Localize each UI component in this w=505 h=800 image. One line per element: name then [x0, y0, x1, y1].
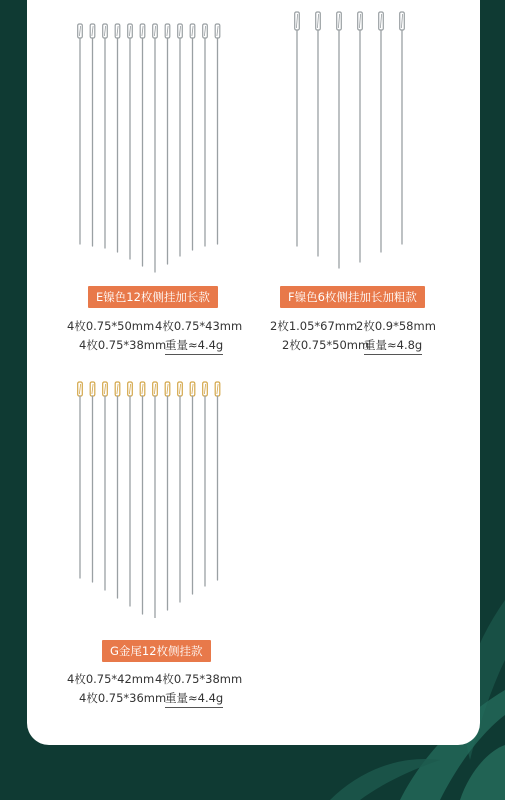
- needle-icon: [203, 24, 208, 246]
- needle-icon: [140, 24, 145, 266]
- needle-set-f-image: [287, 8, 417, 273]
- product-f-spec-1: 2枚1.05*67mm: [270, 319, 358, 333]
- needle-icon: [153, 382, 158, 618]
- needle-icon: [178, 24, 183, 256]
- needle-icon: [78, 24, 83, 244]
- needle-icon: [78, 382, 83, 578]
- product-g-spec-2: 4枚0.75*38mm: [155, 672, 243, 686]
- needle-icon: [103, 24, 108, 248]
- needle-icon: [153, 24, 158, 272]
- needle-icon: [190, 24, 195, 250]
- needle-icon: [128, 24, 133, 259]
- needle-icon: [178, 382, 183, 602]
- product-g-spec-1: 4枚0.75*42mm: [67, 672, 155, 686]
- needle-icon: [295, 12, 300, 246]
- needle-icon: [316, 12, 321, 256]
- needle-icon: [358, 12, 363, 262]
- product-e-weight: 重量≈4.4g: [165, 337, 223, 355]
- needle-icon: [90, 24, 95, 246]
- needle-icon: [165, 382, 170, 610]
- product-card: [27, 0, 480, 745]
- product-g-weight: 重量≈4.4g: [165, 690, 223, 708]
- needle-icon: [103, 382, 108, 590]
- needle-icon: [215, 24, 220, 244]
- product-g-spec-3: 4枚0.75*36mm: [79, 691, 167, 705]
- needle-icon: [115, 24, 120, 252]
- needle-icon: [90, 382, 95, 582]
- needle-icon: [128, 382, 133, 606]
- needle-icon: [190, 382, 195, 594]
- product-g-label: G金尾12枚侧挂款: [102, 640, 211, 662]
- needle-set-g-image: [72, 378, 232, 618]
- needle-icon: [165, 24, 170, 264]
- product-e-label: E镍色12枚侧挂加长款: [88, 286, 218, 308]
- needle-icon: [115, 382, 120, 598]
- needle-icon: [140, 382, 145, 614]
- product-f-label: F镍色6枚侧挂加长加粗款: [280, 286, 425, 308]
- product-e-spec-3: 4枚0.75*38mm: [79, 338, 167, 352]
- needle-set-e-image: [72, 20, 232, 275]
- product-f-spec-3: 2枚0.75*50mm: [282, 338, 370, 352]
- needle-icon: [215, 382, 220, 580]
- product-e-spec-1: 4枚0.75*50mm: [67, 319, 155, 333]
- needle-icon: [379, 12, 384, 252]
- needle-icon: [203, 382, 208, 586]
- product-e-spec-2: 4枚0.75*43mm: [155, 319, 243, 333]
- needle-icon: [337, 12, 342, 268]
- needle-icon: [400, 12, 405, 244]
- product-f-spec-2: 2枚0.9*58mm: [356, 319, 436, 333]
- product-f-weight: 重量≈4.8g: [364, 337, 422, 355]
